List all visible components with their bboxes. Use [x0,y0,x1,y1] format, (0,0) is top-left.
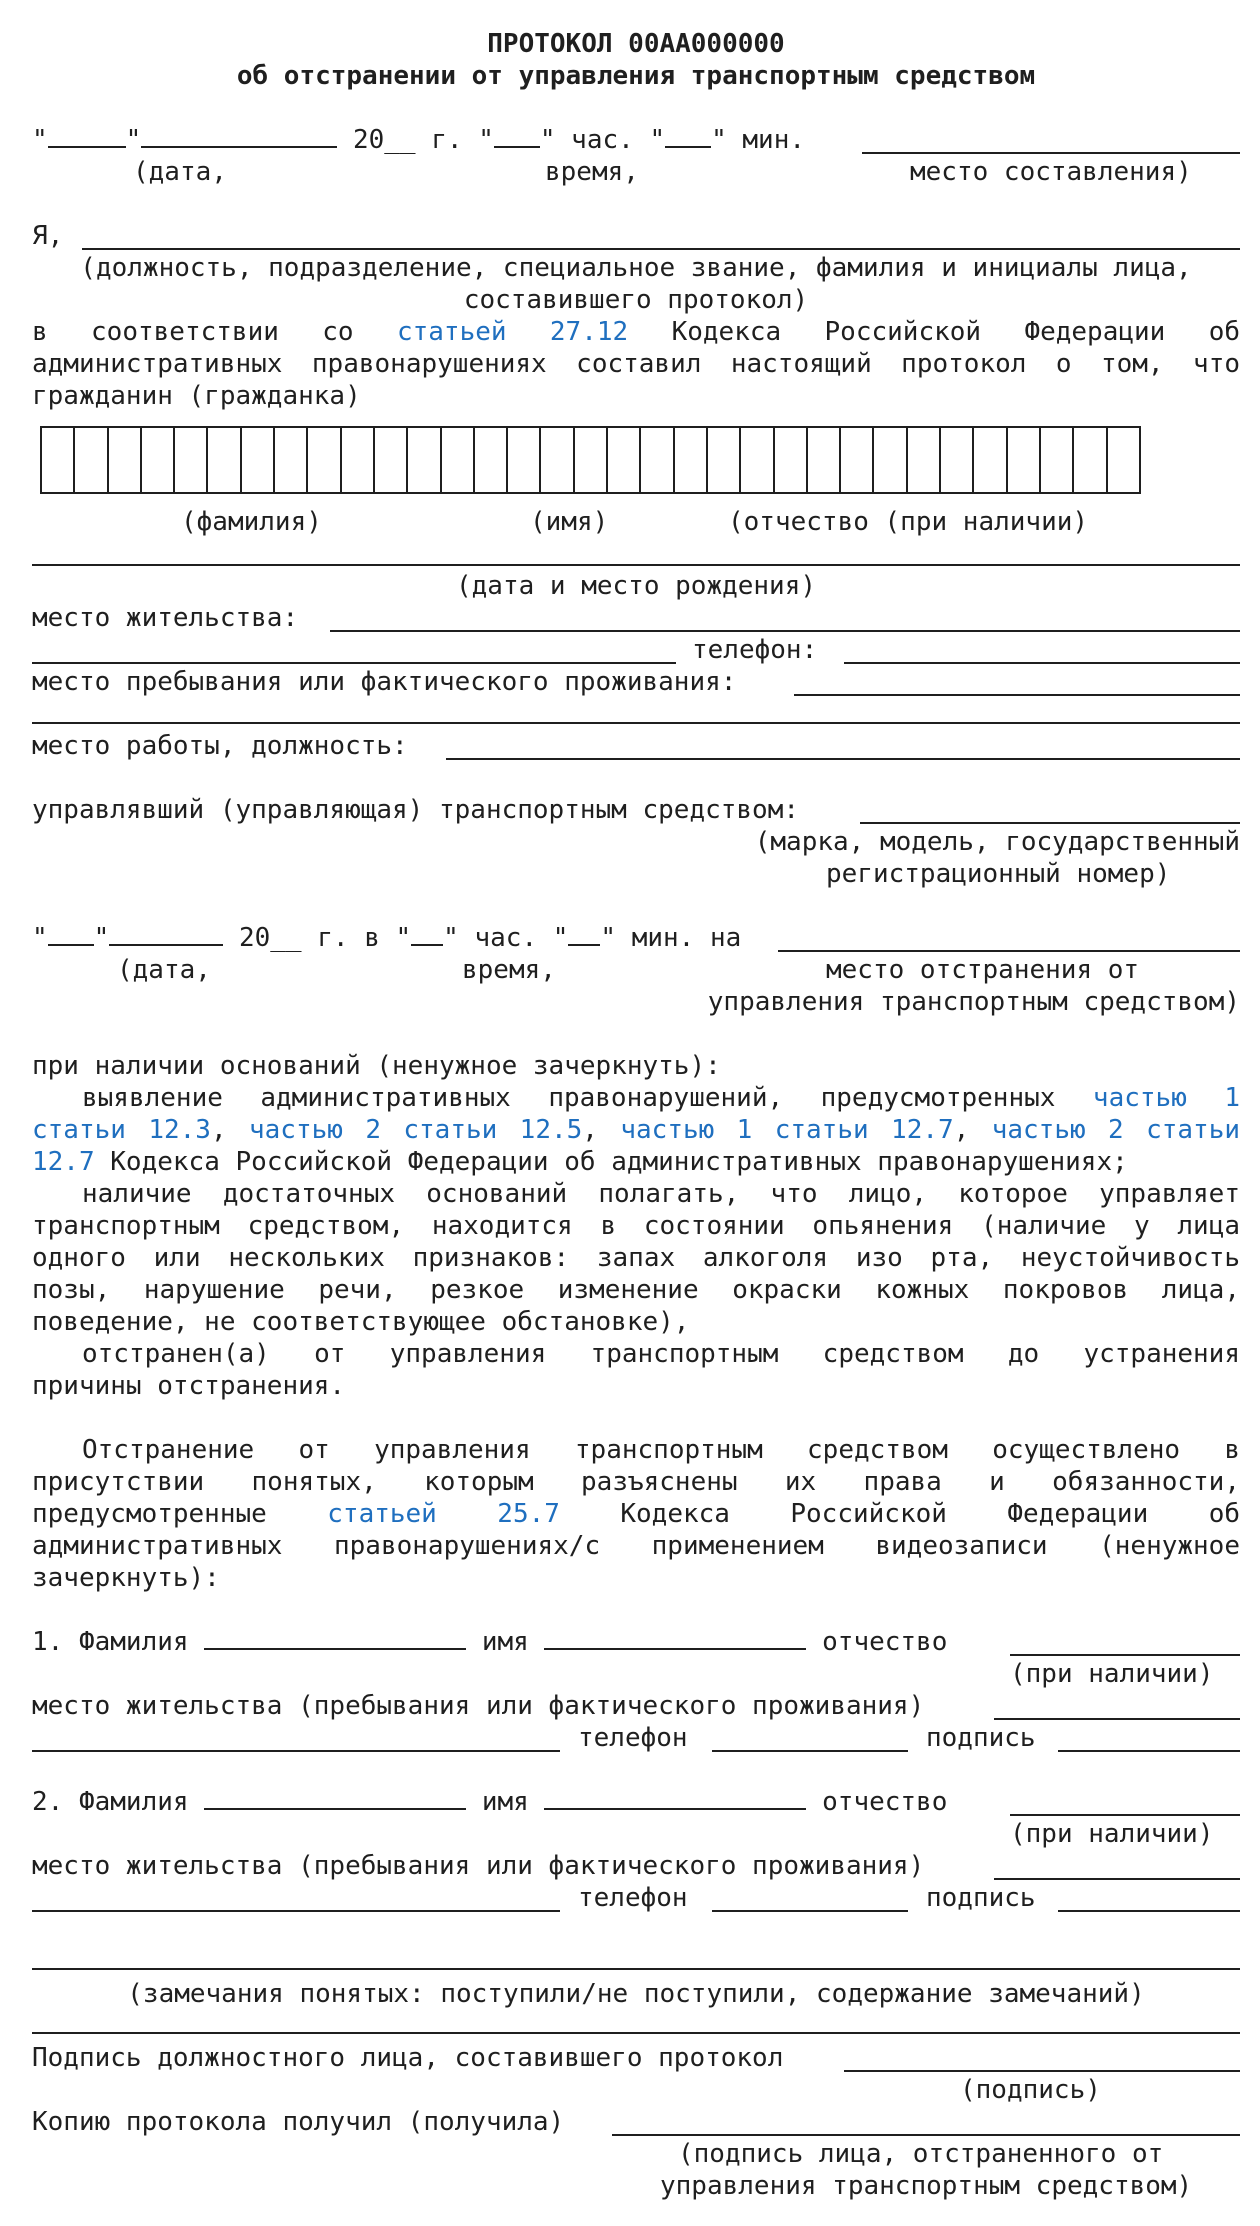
witness1-patronymic-caption: (при наличии) [1010,1659,1214,1689]
removal-caption-date: (дата, [117,955,211,985]
name-letter-cell[interactable] [1041,428,1074,492]
name-letter-cell[interactable] [841,428,874,492]
grounds-item1-line3: 12.7 Кодекса Российской Федерации об административных правонарушениях; [32,1147,1128,1177]
name-letter-cell[interactable] [974,428,1007,492]
grounds-item2-line3: одного или нескольких признаков: запах алкоголя изо рта, неустойчивость [32,1243,1240,1273]
name-letter-cell[interactable] [275,428,308,492]
name-letter-grid[interactable] [40,426,1141,494]
removal-caption-time: время, [462,955,556,985]
grounds-item2-line1: наличие достаточных оснований полагать, что лицо, которое управляет [82,1179,1240,1209]
name-letter-cell[interactable] [1108,428,1141,492]
witness1-name-field[interactable] [544,1626,806,1650]
name-letter-cell[interactable] [808,428,841,492]
name-letter-cell[interactable] [42,428,75,492]
minute-field[interactable] [665,124,711,148]
residence-field[interactable] [330,608,1240,632]
name-letter-cell[interactable] [109,428,142,492]
witness2-signature-field[interactable] [1058,1888,1240,1912]
basis-line-3: гражданин (гражданка) [32,381,361,411]
removal-time-line: " " 20__ г. в " " час. " " мин. на [32,923,742,953]
witness1-residence-field-2[interactable] [32,1728,560,1752]
work-field[interactable] [446,736,1240,760]
witness1-signature-label: подпись [926,1723,1036,1753]
document-title: ПРОТОКОЛ 00АА000000 [487,29,785,59]
article-12-7-number-link[interactable]: 12.7 [32,1147,95,1177]
birth-caption: (дата и место рождения) [455,571,817,601]
witness1-residence-label: место жительства (пребывания или фактического проживания) [32,1691,925,1721]
grounds-item3-line1: отстранен(а) от управления транспортным средством до устранения [82,1339,1240,1369]
witness2-phone-field[interactable] [712,1888,908,1912]
vehicle-label: управлявший (управляющая) транспортным средством: [32,795,800,825]
month-field[interactable] [141,124,337,148]
officer-prefix: Я, [32,221,64,251]
vehicle-field[interactable] [860,800,1240,824]
removal-caption-place-1: место отстранения от [826,955,1140,985]
witness1-row1: 1. Фамилия имя отчество [32,1627,948,1657]
stay-field[interactable] [794,672,1240,696]
stay-label: место пребывания или фактического проживания: [32,667,737,697]
removal-place-field[interactable] [778,928,1240,952]
name-letter-cell[interactable] [342,428,375,492]
grounds-item2-line4: позы, нарушение речи, резкое изменение окраски кожных покровов лица, [32,1275,1240,1305]
officer-signature-label: Подпись должностного лица, составившего протокол [32,2043,784,2073]
officer-field[interactable] [82,226,1240,250]
part1-link[interactable]: частью 1 [1092,1083,1240,1113]
caption-surname: (фамилия) [181,507,322,537]
name-letter-cell[interactable] [208,428,241,492]
datetime-line: " " 20__ г. " " час. " " мин. [32,125,806,155]
name-letter-cell[interactable] [1008,428,1041,492]
name-letter-cell[interactable] [475,428,508,492]
basis-line-2: административных правонарушениях составил настоящий протокол о том, что [32,349,1240,379]
removal-caption-place-2: управления транспортным средством) [707,987,1240,1017]
remarks-field-2[interactable] [32,2032,1240,2034]
removal-day-field[interactable] [48,922,94,946]
grounds-item3-line2: причины отстранения. [32,1371,346,1401]
copy-caption-1: (подпись лица, отстраненного от [678,2139,1164,2169]
officer-caption-1: (должность, подразделение, специальное звание, фамилия и инициалы лица, [80,253,1192,283]
removal-hour-field[interactable] [411,922,443,946]
birth-field[interactable] [32,564,1240,566]
witness2-phone-label: телефон [578,1883,688,1913]
caption-place: место составления) [910,157,1192,187]
phone-field[interactable] [844,640,1240,664]
day-field[interactable] [48,124,126,148]
officer-signature-caption: (подпись) [960,2075,1101,2105]
place-field[interactable] [862,130,1240,154]
witnesses-intro-2: присутствии понятых, которым разъяснены их права и обязанности, [32,1467,1240,1497]
witness2-residence-field-2[interactable] [32,1888,560,1912]
witness2-residence-label: место жительства (пребывания или фактического проживания) [32,1851,925,1881]
hour-field[interactable] [494,124,540,148]
witness2-name-field[interactable] [544,1786,806,1810]
article-25-7-link[interactable]: статьей 25.7 [327,1499,560,1529]
grounds-item1-line2: статьи 12.3, частью 2 статьи 12.5, частью 1 статьи 12.7, частью 2 статьи [32,1115,1241,1145]
article-12-7-part2-link[interactable]: частью 2 [991,1115,1124,1145]
residence-field-2[interactable] [32,640,676,664]
copy-signature-field[interactable] [612,2112,1240,2136]
witnesses-intro-5: зачеркнуть): [32,1563,220,1593]
name-letter-cell[interactable] [675,428,708,492]
grounds-item2-line2: транспортным средством, находится в состоянии опьянения (наличие у лица [32,1211,1240,1241]
caption-date: (дата, [133,157,227,187]
article-12-3-link[interactable]: статьи 12.3 [32,1115,211,1145]
name-letter-cell[interactable] [508,428,541,492]
phone-label: телефон: [692,635,818,665]
basis-line-1: в соответствии со статьей 27.12 Кодекса Российской Федерации об [32,317,1241,347]
document-subtitle: об отстранении от управления транспортным средством [236,61,1036,91]
name-letter-cell[interactable] [941,428,974,492]
name-letter-cell[interactable] [575,428,608,492]
caption-time: время, [545,157,639,187]
residence-label: место жительства: [32,603,299,633]
witnesses-intro-4: административных правонарушениях/с применением видеозаписи (ненужное [32,1531,1240,1561]
name-letter-cell[interactable] [75,428,108,492]
grounds-intro: при наличии оснований (ненужное зачеркнуть): [32,1051,721,1081]
removal-month-field[interactable] [109,922,223,946]
vehicle-caption-1: (марка, модель, государственный [754,827,1240,857]
witness2-signature-label: подпись [926,1883,1036,1913]
witness2-surname-field[interactable] [204,1786,466,1810]
copy-label: Копию протокола получил (получила) [32,2107,565,2137]
work-label: место работы, должность: [32,731,408,761]
name-letter-cell[interactable] [708,428,741,492]
remarks-field[interactable] [32,1968,1240,1970]
vehicle-caption-2: регистрационный номер) [826,859,1171,889]
witness2-patronymic-caption: (при наличии) [1010,1819,1214,1849]
witness2-row1: 2. Фамилия имя отчество [32,1787,948,1817]
removal-minute-field[interactable] [568,922,600,946]
name-letter-cell[interactable] [541,428,574,492]
article-27-12-link[interactable]: статьей 27.12 [396,317,629,347]
name-letter-cell[interactable] [175,428,208,492]
witnesses-intro-1: Отстранение от управления транспортным средством осуществлено в [82,1435,1240,1465]
witness1-surname-field[interactable] [204,1626,466,1650]
name-letter-cell[interactable] [242,428,275,492]
grounds-item1-line1: выявление административных правонарушений, предусмотренных частью 1 [82,1083,1240,1113]
grounds-item2-line5: поведение, не соответствующее обстановке), [32,1307,690,1337]
name-letter-cell[interactable] [908,428,941,492]
name-letter-cell[interactable] [142,428,175,492]
name-letter-cell[interactable] [874,428,907,492]
witness2-patronymic-field[interactable] [1010,1792,1240,1816]
witness1-patronymic-field[interactable] [1010,1632,1240,1656]
name-letter-cell[interactable] [408,428,441,492]
name-letter-cell[interactable] [1074,428,1107,492]
officer-signature-field[interactable] [844,2048,1240,2072]
witness1-signature-field[interactable] [1058,1728,1240,1752]
witness1-phone-label: телефон [578,1723,688,1753]
name-letter-cell[interactable] [775,428,808,492]
caption-name: (имя) [530,507,609,537]
name-letter-cell[interactable] [641,428,674,492]
witness1-residence-field[interactable] [994,1696,1240,1720]
witness2-residence-field[interactable] [994,1856,1240,1880]
copy-caption-2: управления транспортным средством) [660,2171,1193,2201]
witnesses-intro-3: предусмотренные статьей 25.7 Кодекса Российской Федерации об [32,1499,1240,1529]
article-12-7-part1-link[interactable]: частью 1 статьи 12.7 [620,1115,954,1145]
article-12-5-link[interactable]: частью 2 статьи 12.5 [249,1115,583,1145]
name-letter-cell[interactable] [375,428,408,492]
name-letter-cell[interactable] [442,428,475,492]
name-letter-cell[interactable] [308,428,341,492]
name-letter-cell[interactable] [608,428,641,492]
remarks-caption: (замечания понятых: поступили/не поступили, содержание замечаний) [127,1979,1145,2009]
officer-caption-2: составившего протокол) [463,285,809,315]
name-letter-cell[interactable] [741,428,774,492]
witness1-phone-field[interactable] [712,1728,908,1752]
stay-field-2[interactable] [32,722,1240,724]
caption-patronymic: (отчество (при наличии) [728,507,1089,537]
